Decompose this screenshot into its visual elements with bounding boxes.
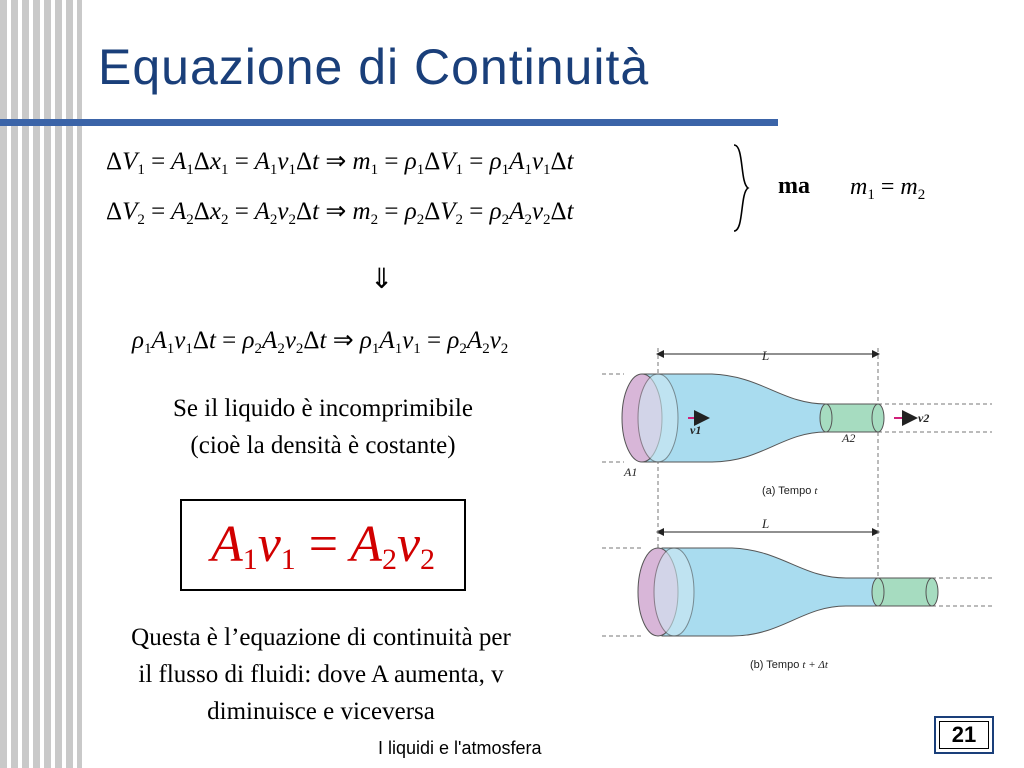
curly-brace [732, 143, 752, 233]
derived-equation: $\rho_1A_1v_1\Delta t = \rho_2A_2v_2\Delta t$ ⇒ $\rho_1A_1v_1 = \rho_2A_2v_2$ [132, 327, 509, 357]
mass-equality: $m_1 = m_2$ [850, 174, 926, 203]
conclusion-line-3: diminuisce e viceversa [207, 698, 435, 725]
a2-label: A2 [842, 431, 856, 445]
footer-text: I liquidi e l'atmosfera [378, 738, 542, 758]
length-label-top: L [762, 348, 770, 363]
title-underline [0, 119, 778, 126]
incompressible-line-1: Se il liquido è incomprimibile [173, 395, 473, 422]
equation-row-1: $\Delta V_1 = A_1\Delta x_1 = A_1v_1\Delta t$ ⇒ $m_1 = \rho_1\Delta V_1 = \rho_1A_1v_1\Delta t$ [106, 148, 574, 178]
diagram-time-t [602, 348, 992, 497]
caption-b: (b) Tempo t + Δt [750, 659, 828, 671]
conclusion-line-2: il flusso di fluidi: dove A aumenta, v [138, 661, 504, 688]
page-number: 21 [934, 716, 994, 754]
conclusion-line-1: Questa è l’equazione di continuità per [131, 624, 511, 651]
a1-label: A1 [624, 465, 638, 479]
incompressible-line-2: (cioè la densità è costante) [190, 432, 456, 459]
conclusion-text [46, 619, 596, 730]
implies-arrow: ⇓ [370, 262, 394, 295]
pipe-flow-figure [602, 338, 992, 680]
ma-label: ma [778, 173, 810, 199]
v2-label: v2 [918, 411, 930, 425]
incompressible-note [98, 390, 548, 464]
caption-a: (a) Tempo t [762, 485, 818, 497]
diagram-time-t-plus-dt [602, 488, 992, 671]
v1-label: v1 [690, 423, 702, 437]
equation-row-2: $\Delta V_2 = A_2\Delta x_2 = A_2v_2\Delta t$ ⇒ $m_2 = \rho_2\Delta V_2 = \rho_2A_2v_2\Delta t$ [106, 198, 574, 228]
length-label-bottom: L [762, 516, 770, 531]
slide-title: Equazione di Continuità [98, 39, 650, 95]
continuity-equation-box: $A_1v_1 = A_2v_2$ [180, 499, 466, 591]
